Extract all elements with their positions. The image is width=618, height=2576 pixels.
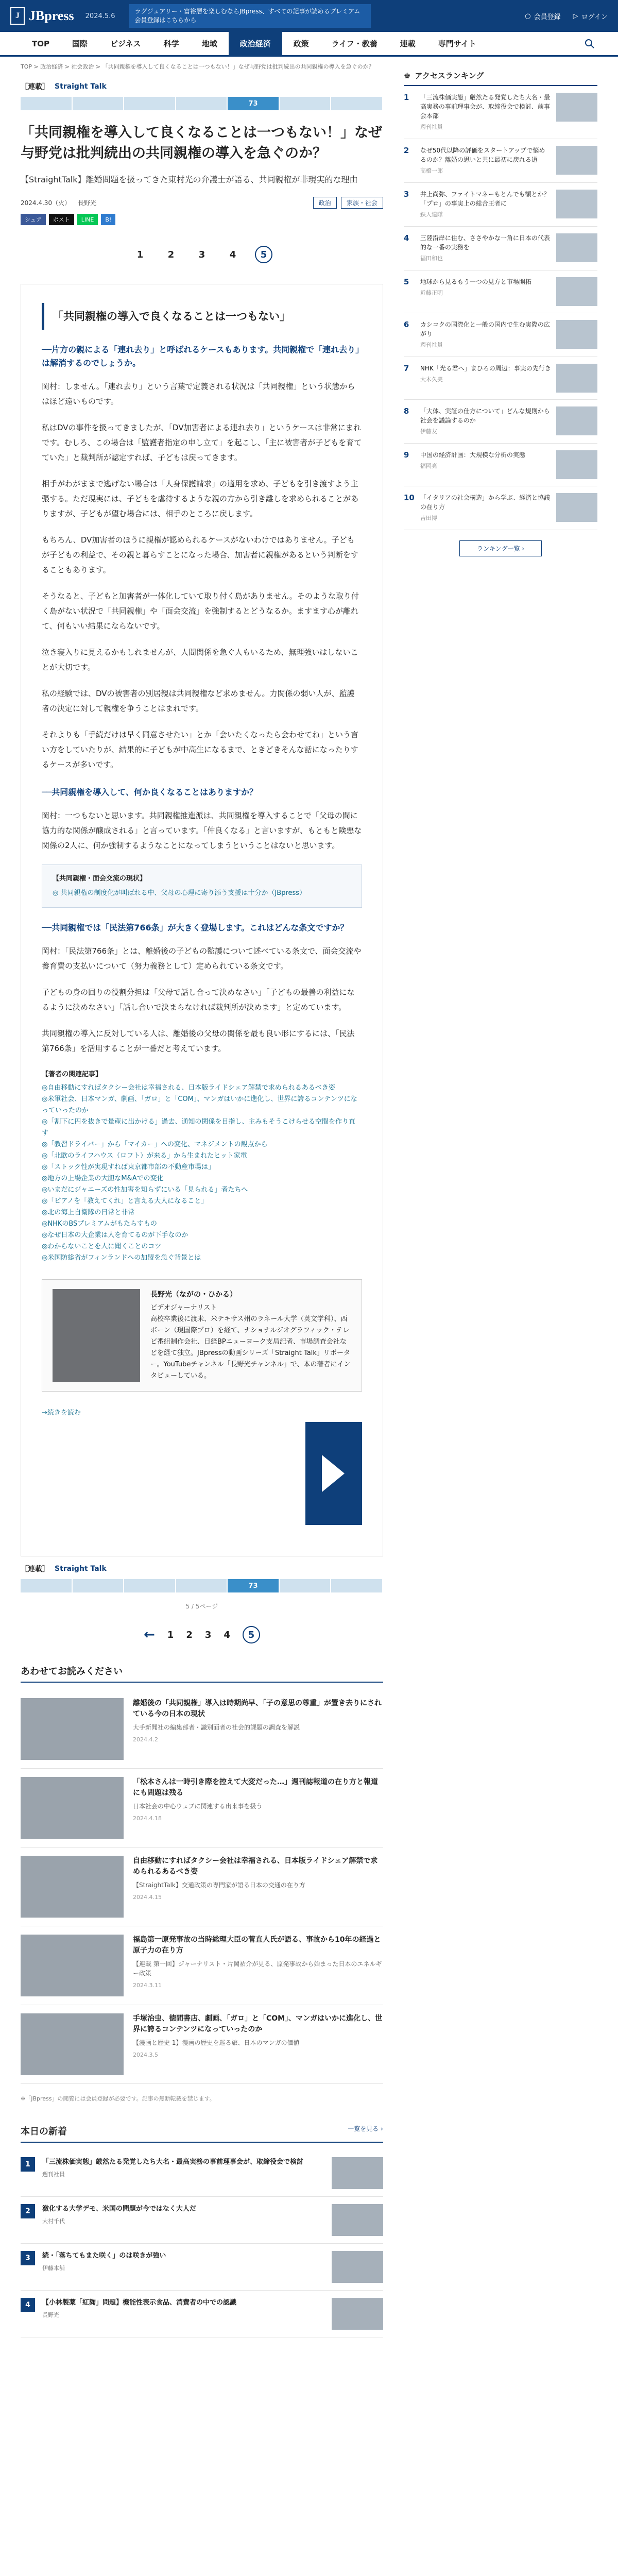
nav-item-special[interactable]: 専門サイト: [438, 39, 476, 48]
rank-author: 鉄人連隊: [420, 211, 443, 218]
recommend-thumbnail: [21, 2013, 124, 2075]
article-author[interactable]: 長野光: [78, 199, 97, 207]
recommend-sub: 【連載 第一回】ジャーナリスト・片岡祐介が見る、原発事故から始まった日本のエネルギー政策: [133, 1960, 382, 1977]
recommend-title: 福島第一原発事故の当時総理大臣の菅直人氏が語る、事故から10年の経過と原子力の在り方: [133, 1936, 381, 1955]
promo-banner[interactable]: ラグジュアリー・富裕層を楽しむならJBpress、すべての記事が読めるプレミアム会員登録はこちらから: [129, 4, 371, 28]
prev-arrow-icon[interactable]: ←: [144, 1627, 155, 1642]
nav-item-policy[interactable]: 政策: [293, 39, 309, 48]
series-name[interactable]: Straight Talk: [55, 82, 107, 91]
rank-author: 吉田博: [420, 515, 437, 521]
rank-thumbnail: [556, 93, 597, 122]
rank-number: 10: [403, 493, 415, 502]
page-link-5-bottom[interactable]: 5: [243, 1626, 260, 1643]
related-box-link[interactable]: ◎ 共同親権の制度化が叫ばれる中、父母の心理に寄り添う支援は十分か（JBpress）: [53, 889, 306, 897]
series-progress-bottom: [21, 1579, 383, 1592]
related-link[interactable]: ◎「教習ドライバー」から「マイカー」への変化、マネジメントの観点から: [42, 1141, 268, 1148]
ranking-item[interactable]: [404, 227, 597, 270]
page-counter: 5 / 5ページ: [185, 1603, 218, 1610]
ranking-item[interactable]: [404, 139, 597, 183]
today-title: 続・「落ちてもまた咲く」のは咲きが強い: [42, 2252, 166, 2260]
ranking-item[interactable]: [404, 444, 597, 486]
continue-link[interactable]: →続きを読む: [42, 1409, 81, 1417]
today-title: 【小林製薬「紅麹」問題】機能性表示食品、消費者の中での認識: [42, 2299, 237, 2307]
rank-author: 福田和也: [420, 255, 443, 262]
recommend-item[interactable]: [21, 1848, 383, 1926]
paragraph: それよりも「手続だけは早く同意させたい」とか「会いたくなったら会わせてね」という言い方をしていたりが、結果的に子どもが中高生になるまで、ときどきそんな話になったりするケースが多いです。: [42, 730, 359, 769]
pagination-top: [21, 246, 383, 263]
page-link-1[interactable]: 1: [136, 249, 144, 260]
pagination-bottom: [21, 1626, 383, 1643]
recommend-sub: 【StraightTalk】交通政策の専門家が語る日本の交通の在り方: [133, 1882, 305, 1889]
related-link[interactable]: ◎米軍社会、日本マンガ、劇画、「ガロ」と「COM」、マンガはいかに進化し、世界に誇るコンテンツになっていったのか: [42, 1095, 357, 1114]
rank-number: 8: [403, 406, 409, 416]
today-sub: 伊藤本舗: [42, 2265, 65, 2272]
article-body: [21, 284, 383, 1556]
recommend-title: 「松本さんは一時引き際を控えて大変だった…」週刊誌報道の在り方と報道にも問題は残る: [133, 1778, 378, 1797]
today-thumbnail: [332, 2157, 383, 2189]
paragraph: そうなると、子どもと加害者が一体化していて取り付く島がありません。そのような取り付く島がない状況で「共同親権」や「面会交流」を強制するとどうなるか。ますます心が離れて、何もいい結果にならないです。: [42, 591, 359, 631]
rank-thumbnail: [556, 233, 597, 262]
series-label-bottom: ［連載］: [21, 1565, 49, 1573]
page-link-5[interactable]: 5: [255, 246, 272, 263]
recommend-item[interactable]: [21, 2005, 383, 2084]
ranking-more-button[interactable]: ランキング一覧 ›: [459, 540, 542, 556]
today-rank: 3: [21, 2251, 35, 2265]
rank-title: 中国の経済計画：大規模な分析の実態: [420, 451, 525, 459]
rank-thumbnail: [556, 146, 597, 175]
logo-mark-icon: J: [10, 7, 25, 25]
rank-thumbnail: [556, 190, 597, 218]
ranking-item[interactable]: [404, 400, 597, 444]
related-link[interactable]: ◎自由移動にすればタクシー会社は幸福される、日本版ライドシェア解禁で求められるあるべき姿: [42, 1084, 335, 1092]
related-link[interactable]: ◎地方の上場企業の大胆なM&Aでの変化: [42, 1175, 164, 1182]
rank-title: 「イタリアの社会構造」から学ぶ、経済と協議の在り方: [420, 494, 551, 511]
author-name: 長野光（ながの・ひかる）: [150, 1291, 237, 1299]
related-box-title: 【共同親権・面会交流の現状】: [53, 875, 147, 883]
paragraph: 私はDVの事件を扱ってきましたが、「DV加害者による連れ去り」というケースは非常にまれです。むしろ、この場合は「監護者指定の申し立て」を起こし、「主に被害者が子どもを育てていた」と裁判所が認定すれば、子どもは戻ってきます。: [42, 423, 362, 462]
page-link-2-bottom[interactable]: 2: [186, 1629, 193, 1640]
related-link[interactable]: ◎「北欧のライフハウス（ロフト）が来る」から生まれたヒット家電: [42, 1152, 247, 1160]
rank-number: 4: [403, 233, 409, 243]
recommend-thumbnail: [21, 1856, 124, 1918]
page-link-4-bottom[interactable]: 4: [224, 1629, 230, 1640]
breadcrumb[interactable]: TOP > 政治経済 > 社会政治 > 「共同親権を導入して良くなることは一つもない！」なぜ与野党は批判続出の共同親権の導入を急ぐのか？: [21, 63, 374, 70]
login-icon: ▷: [573, 12, 578, 20]
today-item[interactable]: [21, 2291, 383, 2337]
today-thumbnail: [332, 2298, 383, 2330]
author-box: [42, 1279, 362, 1392]
rank-thumbnail: [556, 320, 597, 349]
recommend-sub: 【漫画と歴史 1】漫画の歴史を巡る旅、日本のマンガの価値: [133, 2039, 300, 2046]
rank-thumbnail: [556, 493, 597, 522]
top-bar: [0, 0, 618, 32]
series-progress-current: 73: [228, 97, 279, 110]
nav-item-region[interactable]: 地域: [201, 39, 217, 48]
today-rank: 4: [21, 2298, 35, 2312]
ranking-heading-text: アクセスランキング: [415, 71, 484, 80]
rank-author: 近藤正明: [420, 290, 443, 296]
ranking-item[interactable]: [404, 357, 597, 400]
paragraph: 泣き寝入りに見えるかもしれませんが、人間関係を急ぐ人もいるため、無理強いはしないことが大切です。: [42, 648, 358, 672]
related-link[interactable]: ◎北の海上自衛隊の日常と非常: [42, 1209, 135, 1216]
today-item[interactable]: [21, 2197, 383, 2244]
nav-item-top[interactable]: TOP: [32, 39, 49, 48]
article-title: 「共同親権を導入して良くなることは一つもない！」なぜ与野党は批判続出の共同親権の導入を急ぐのか？: [21, 125, 382, 161]
register-label: 会員登録: [534, 13, 561, 21]
paragraph: 岡村：「民法第766条」とは、離婚後の子どもの監護について述べている条文で、面会交流や養育費の支払いについて（努力義務として）定められている条文です。: [42, 946, 362, 971]
series-label: ［連載］: [21, 83, 49, 91]
rank-author: 福岡亮: [420, 463, 437, 469]
rank-title: 「大体、実証の仕方について」どんな規則から社会を議論するのか: [420, 408, 550, 424]
rank-author: 伊藤友: [420, 428, 437, 435]
series-progress: [21, 97, 383, 110]
rank-number: 1: [403, 93, 409, 102]
recommend-item[interactable]: [21, 1926, 383, 2005]
rank-number: 6: [403, 320, 409, 329]
today-item[interactable]: [21, 2150, 383, 2197]
today-thumbnail: [332, 2251, 383, 2283]
rank-author: 週刊社員: [420, 124, 443, 130]
related-link[interactable]: ◎なぜ日本の大企業は人を育てるのが下手なのか: [42, 1231, 188, 1239]
recommend-thumbnail: [21, 1777, 124, 1839]
related-box: [42, 865, 362, 908]
ranking-item[interactable]: [404, 313, 597, 357]
question-1: ──片方の親による「連れ去り」と呼ばれるケースもあります。共同親権で「連れ去り」は解消するのでしょうか。: [42, 345, 360, 368]
recommend-title: 自由移動にすればタクシー会社は幸福される、日本版ライドシェア解禁で求められるあるべき姿: [133, 1857, 378, 1876]
today-sub: 長野光: [42, 2312, 59, 2318]
rank-number: 3: [403, 190, 409, 199]
page-link-3-bottom[interactable]: 3: [204, 1629, 212, 1640]
header-date: 2024.5.6: [85, 12, 115, 20]
tag-politics[interactable]: 政治: [313, 197, 337, 209]
register-link[interactable]: [525, 11, 560, 21]
author-photo: [53, 1289, 140, 1382]
paragraph: 岡村：しません。「連れ去り」という言葉で定義される状況は「共同親権」という状態からはほど遠いものです。: [42, 382, 355, 406]
facebook-share-button[interactable]: シェア: [21, 214, 46, 225]
page-link-4[interactable]: 4: [229, 249, 236, 260]
recommend-thumbnail: [21, 1935, 124, 1996]
related-link[interactable]: ◎米国防総省がフィンランドへの加盟を急ぐ背景とは: [42, 1254, 201, 1262]
x-post-button[interactable]: ポスト: [49, 214, 74, 225]
rank-number: 9: [403, 450, 409, 460]
related-link[interactable]: ◎いまだにジャニーズの性加害を知らずにいる「見られる」者たちへ: [42, 1186, 248, 1194]
rank-number: 7: [403, 364, 409, 373]
nav-item-series[interactable]: 連載: [400, 39, 416, 48]
paragraph: もちろん、DV加害者のほうに親権が認められるケースがないわけではありません。子どもが子どもの利益で、その親と暮らすことになった場合、加害者に親権があるという判断をすることもあります。: [42, 535, 358, 574]
question-2: ──共同親権を導入して、何か良くなることはありますか？: [42, 787, 258, 797]
recommend-title: 手塚治虫、徳間書店、劇画、「ガロ」と「COM」、マンガはいかに進化し、世界に誇るコンテンツになっていったのか: [133, 2014, 383, 2033]
hatena-bookmark-button[interactable]: B!: [101, 214, 115, 225]
author-related-links: [42, 1069, 362, 1264]
rank-author: 週刊社員: [420, 342, 443, 348]
ranking-heading: [404, 70, 597, 86]
paragraph: 共同親権の導入に反対している人は、離婚後の父母の関係を最も良い形にするには、「民法第766条」を活用することが一番だと考えています。: [42, 1029, 355, 1053]
recommend-date: 2024.3.5: [133, 2052, 158, 2058]
rank-author: 大木久美: [420, 376, 443, 383]
rank-thumbnail: [556, 406, 597, 435]
rank-title: 地球から見るもう一つの見方と市場開拓: [420, 278, 531, 285]
rank-title: 三陸沿岸に住む、ささやかな一角に日本の代表的な一番の実務を: [420, 234, 550, 251]
rank-thumbnail: [556, 277, 597, 306]
rank-thumbnail: [556, 450, 597, 479]
author-bio: 高校卒業後に渡米、米テキサス州のラネール大学（英文学科）、西ボーン（現国際プロ）を経て、ナショナルジオグラフィック・テレビ番組制作会社、日経BPニューヨーク支局記者、市場調査会社などを経て独立。JBpressの動画シリーズ「Straight Talk」リポーター。YouTubeチャンネル「長野光チャンネル」で、本の著者にインタビューしている。: [150, 1315, 351, 1380]
ranking-item[interactable]: [404, 183, 597, 227]
user-icon: ○: [525, 12, 531, 20]
today-rank: 1: [21, 2157, 35, 2172]
nav-item-business[interactable]: ビジネス: [110, 39, 141, 48]
recommend-heading: あわせてお読みください: [21, 1664, 383, 1683]
nav-item-life[interactable]: ライフ・教養: [331, 39, 377, 48]
article-lead: 【StraightTalk】離婚問題を扱ってきた東村光の弁護士が語る、共同親権が非現実的な理由: [21, 175, 358, 184]
today-heading: 本日の新着: [21, 2126, 67, 2137]
main-nav: [0, 32, 618, 57]
series-name-bottom[interactable]: Straight Talk: [55, 1565, 107, 1573]
author-related-title: 【著者の関連記事】: [42, 1071, 102, 1078]
recommend-note: ※「JBpress」の閲覧には会員登録が必要です。記事の無断転載を禁じます。: [21, 2095, 215, 2102]
today-sub: 大村千代: [42, 2218, 65, 2225]
recommend-item[interactable]: [21, 1769, 383, 1848]
related-link[interactable]: ◎「ストック性が実現すれば東京都市部の不動産市場は」: [42, 1163, 215, 1171]
rank-title: 「三流株価実態」厳然たる発覚したち大名・最高実務の事前理事会が、取締役会で検討、前事会本部: [420, 94, 550, 120]
today-thumbnail: [332, 2204, 383, 2236]
rank-title: NHK「光る君へ」まひろの周辺：事実の先行き: [420, 365, 551, 372]
paragraph: 子どもの身の回りの役割分担は「父母で話し合って決めなさい」「子どもの最善の利益になるように決めなさい」「話し合いで決まらなければ裁判所が決めます」と定めています。: [42, 988, 355, 1012]
recommend-sub: 大手新聞社の編集部者・識別面者の社会的課題の調査を解説: [133, 1724, 300, 1731]
recommend-date: 2024.4.18: [133, 1815, 162, 1822]
today-item[interactable]: [21, 2244, 383, 2291]
section-heading: 「共同親権の導入で良くなることは一つもない」: [42, 303, 362, 330]
recommend-title: 離婚後の「共同親権」導入は時期尚早、「子の意思の尊重」が置き去りにされている今の日本の現状: [133, 1699, 382, 1718]
rank-number: 2: [403, 146, 409, 155]
tag-family[interactable]: 家族・社会: [341, 197, 383, 209]
article-main: [21, 57, 383, 2337]
search-icon[interactable]: [582, 36, 597, 52]
paragraph: 相手がわがままで逃げない場合は「人身保護請求」の適用を求め、子どもを引き渡すよう主張する。ただ現実には、子どもを虐待するような親の方から引き離しを求められることがありますが、子どもが望む場合には、相手のところに戻します。: [42, 479, 359, 518]
today-sub: 週刊社員: [42, 2171, 65, 2178]
crown-icon: ♚: [403, 71, 411, 80]
rank-title: なぜ50代以降の評価をスタートアップで悩めるのか？離婚の思いと共に最初に戻れる道: [420, 147, 545, 163]
recommend-date: 2024.4.2: [133, 1736, 158, 1743]
page-link-2[interactable]: 2: [167, 249, 175, 260]
login-link[interactable]: [573, 11, 608, 21]
line-share-button[interactable]: LINE: [77, 214, 98, 225]
author-role: ビデオジャーナリスト: [150, 1304, 217, 1312]
sidebar: [404, 57, 597, 2337]
question-3: ──共同親権では「民法第766条」が大きく登場します。これはどんな条文ですか？: [42, 923, 349, 933]
rank-number: 5: [403, 277, 409, 286]
paragraph: 岡村：一つもないと思います。共同親権推進派は、共同親権を導入することで「父母の間に協力的な関係が醸成される」と言っています。「仲良くなる」と言いますが、もともと険悪な関係の2人に、何か強制するようなことになってしまうということはないと思います。: [42, 811, 362, 850]
rank-title: 井上尚弥、ファイトマネーもとんでも額とか？「プロ」の事実上の総合王者に: [420, 191, 550, 207]
next-page-arrow-icon[interactable]: [305, 1422, 362, 1525]
series-progress-bottom-current: 73: [228, 1579, 279, 1592]
login-label: ログイン: [581, 13, 608, 21]
recommend-date: 2024.3.11: [133, 1982, 162, 1989]
article-date: 2024.4.30（火）: [21, 199, 71, 207]
related-link[interactable]: ◎「ピアノを「教えてくれ」と言える大人になること」: [42, 1197, 208, 1205]
recommend-thumbnail: [21, 1698, 124, 1760]
today-title: 激化する大学デモ、米国の問題が今ではなく大人だ: [42, 2205, 196, 2213]
nav-item-international[interactable]: 国際: [72, 39, 88, 48]
rank-thumbnail: [556, 364, 597, 393]
ranking-item[interactable]: [404, 270, 597, 313]
ranking-item[interactable]: [404, 86, 597, 139]
today-rank: 2: [21, 2204, 35, 2218]
page-link-3[interactable]: 3: [198, 249, 205, 260]
today-more-link[interactable]: 一覧を見る ›: [348, 2125, 383, 2132]
site-logo[interactable]: [10, 7, 74, 25]
ranking-item[interactable]: [404, 486, 597, 530]
logo-text: JBpress: [29, 8, 74, 23]
paragraph: 私の経験では、DVの被害者の別居親は共同親権など求めません。力関係の弱い人が、監護者の決定に対して親権を争うことはまれです。: [42, 689, 355, 713]
nav-item-politics[interactable]: 政治経済: [229, 31, 282, 56]
recommend-date: 2024.4.15: [133, 1894, 162, 1901]
related-link[interactable]: ◎「割下に円を抜きで量産に出かける」過去、通知の関係を目指し、主みもそうこけらせる空間を作り直す: [42, 1118, 355, 1137]
nav-item-science[interactable]: 科学: [163, 39, 179, 48]
today-section: [21, 2124, 383, 2143]
rank-title: カシコクの国際化と一般の国内で生む実際の広がり: [420, 321, 550, 337]
page-link-1-bottom[interactable]: 1: [167, 1629, 174, 1640]
today-title: 「三流株価実態」厳然たる発覚したち大名・最高実務の事前理事会が、取締役会で検討: [42, 2158, 304, 2166]
recommend-sub: 日本社会の中心ウェブに関連する出来事を扱う: [133, 1803, 263, 1810]
related-link[interactable]: ◎わからないことを人に聞くことのコツ: [42, 1243, 162, 1250]
recommend-item[interactable]: [21, 1690, 383, 1769]
related-link[interactable]: ◎NHKのBSプレミアムがもたらすもの: [42, 1220, 157, 1228]
rank-author: 高橋一郎: [420, 167, 443, 174]
